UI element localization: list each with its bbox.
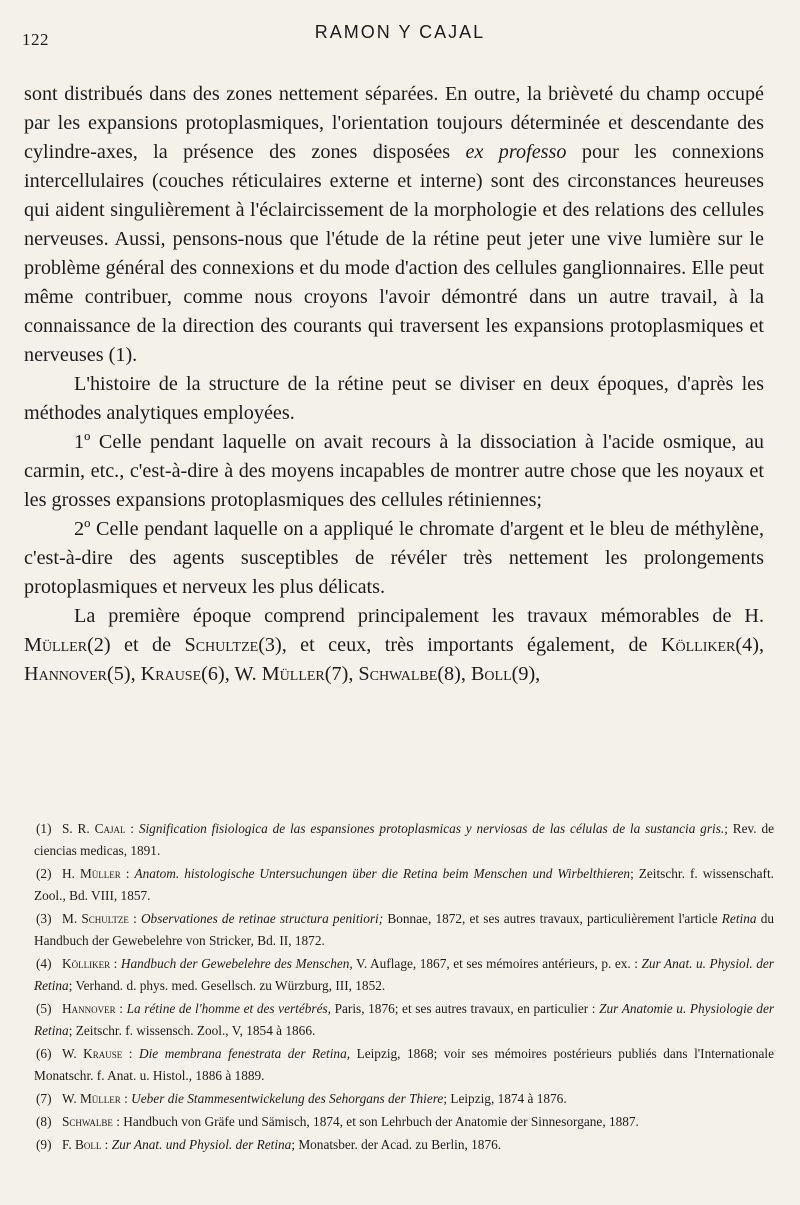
footnote: (5) Hannover : La rétine de l'homme et des vertébrés, Paris, 1876; et ses autres travaux, en particulier : Zur Anatomie u. Physiologie der Retina; Zeitschr. f. wissensch. Zool., V, 1854 à 1866. (34, 1001, 775, 1038)
footnote: (9) F. Boll : Zur Anat. und Physiol. der Retina; Monatsber. der Acad. zu Berlin, 1876. (36, 1137, 502, 1152)
footnote: (2) H. Müller : Anatom. histologische Untersuchungen über die Retina beim Menschen und Wirbelthieren; Zeitschr. f. wissenschaft. Zool., Bd. VIII, 1857. (34, 866, 774, 903)
footnote: (3) M. Schultze : Observationes de retinae structura penitiori; Bonnae, 1872, et ses autres travaux, particulièrement l'article Retina du Handbuch der Gewebelehre von Stricker, Bd. II, 1872. (34, 911, 774, 948)
page-number: 122 (22, 30, 49, 49)
paragraph: 2º Celle pendant laquelle on a appliqué le chromate d'argent et le bleu de méthylène, c'est-à-dire des agents susceptibles de révéler très nettement les prolongements protoplasmiques et nerveux les plus délicats. (24, 518, 764, 598)
author-name: Hannover (24, 663, 108, 685)
main-text (24, 80, 764, 689)
paragraph: L'histoire de la structure de la rétine peut se diviser en deux époques, d'après les méthodes analytiques employées. (24, 373, 764, 424)
page-header (0, 22, 800, 49)
author-name: Schultze (184, 634, 259, 656)
footnote: (1) S. R. Cajal : Signification fisiologica de las espansiones protoplasmicas y nerviosas de las células de la sustancia gris.; Rev. de ciencias medicas, 1891. (34, 821, 774, 858)
author-name: Müller (261, 663, 325, 685)
paragraph: 1º Celle pendant laquelle on avait recours à la dissociation à l'acide osmique, au carmin, etc., c'est-à-dire à des moyens incapables de montrer autre chose que les noyaux et les grosses expansions protoplasmiques des cellules rétiniennes; (24, 431, 764, 511)
paragraph: La première époque comprend principalement les travaux mémorables de H. Müller(2) et de Schultze(3), et ceux, très importants également, de Kölliker(4), Hannover(5), Krause(6), W. Müller(7), Schwalbe(8), Boll(9), (24, 605, 764, 685)
italic-phrase: ex professo (465, 141, 567, 163)
footnote: (4) Kölliker : Handbuch der Gewebelehre des Menschen, V. Auflage, 1867, et ses mémoires antérieurs, p. ex. : Zur Anat. u. Physiol. der Retina; Verhand. d. phys. med. Gesellsch. zu Würzburg, III, 1852. (34, 956, 774, 993)
author-name: Boll (470, 663, 512, 685)
author-name: Krause (140, 663, 202, 685)
footnote: (6) W. Krause : Die membrana fenestrata der Retina, Leipzig, 1868; voir ses mémoires postérieurs publiés dans l'Internationale Monatschr. f. Anat. u. Histol., 1886 à 1889. (34, 1046, 775, 1083)
footnote: (7) W. Müller : Ueber die Stammesentwickelung des Sehorgans der Thiere; Leipzig, 1874 à 1876. (36, 1091, 567, 1106)
paragraph: sont distribués dans des zones nettement séparées. En outre, la brièveté du champ occupé par les expansions protoplasmiques, l'orientation toujours déterminée et descendante des cylindre-axes, la présence des zones disposées ex professo pour les connexions intercellulaires (couches réticulaires externe et interne) sont des circonstances heureuses qui aident singulièrement à l'éclaircissement de la morphologie et des relations des cellules nerveuses. Aussi, pensons-nous que l'étude de la rétine peut jeter une vive lumière sur le problème général des connexions et du mode d'action des cellules ganglionnaires. Elle peut même contribuer, comme nous croyons l'avoir démontré dans un autre travail, à la connaissance de la direction des courants qui traversent les expansions protoplasmiques et nerveuses (1). (24, 83, 765, 366)
author-name: Schwalbe (358, 663, 438, 685)
running-title: RAMON Y CAJAL (314, 22, 486, 42)
author-name: Müller (24, 634, 88, 656)
author-name: Kölliker (660, 634, 736, 656)
footnote: (8) Schwalbe : Handbuch von Gräfe und Sämisch, 1874, et son Lehrbuch der Anatomie der Sinnesorgane, 1887. (36, 1114, 639, 1129)
footnotes (34, 818, 774, 1157)
